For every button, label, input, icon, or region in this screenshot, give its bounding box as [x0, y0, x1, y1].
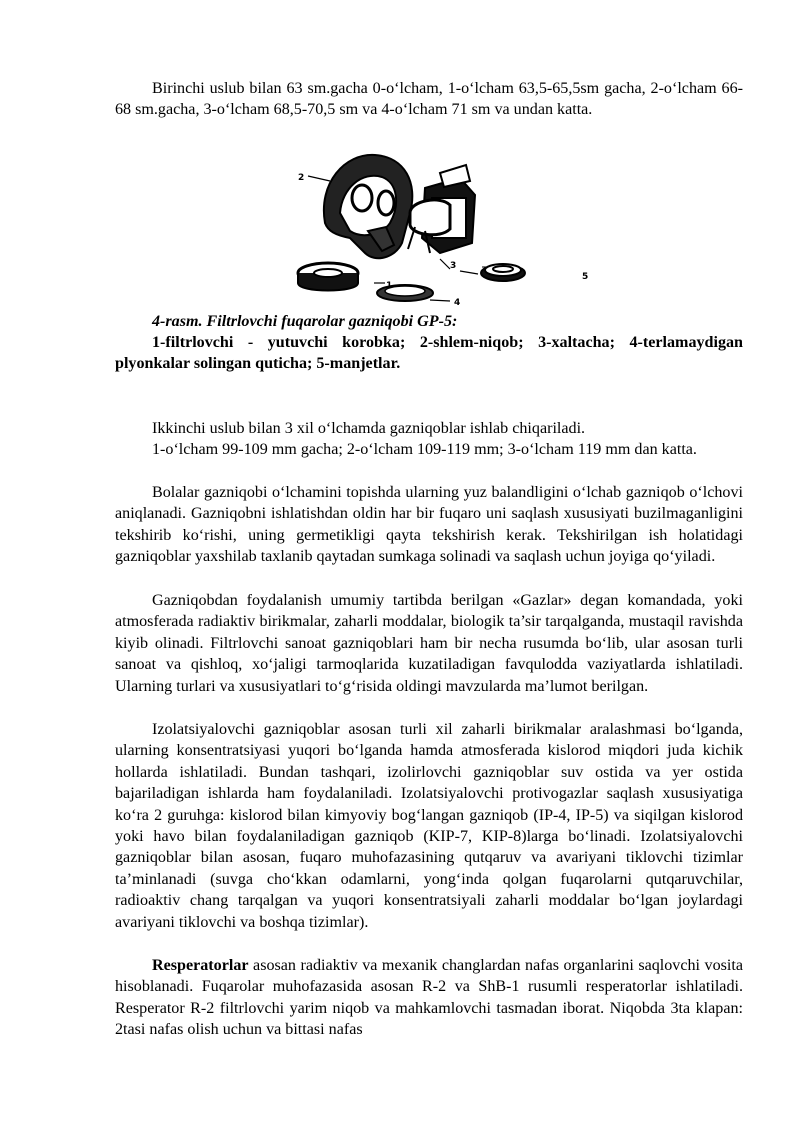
respirators-term: Resperatorlar — [152, 957, 249, 974]
figure-caption-title: 4-rasm. Filtrlovchi fuqarolar gazniqobi GP-5: — [152, 313, 458, 330]
figure-caption-items: 1-filtrlovchi - yutuvchi korobka; 2-shlem-niqob; 3-xaltacha; 4-terlamaydigan plyonkalar solingan quticha; 5-manjetlar. — [115, 334, 743, 373]
paragraph-size-method-1: Birinchi uslub bilan 63 sm.gacha 0-o‘lcham, 1-o‘lcham 63,5-65,5sm gacha, 2-o‘lcham 66-68 sm.gacha, 3-o‘lcham 68,5-70,5 sm va 4-o‘lcham 71 sm va undan katta. — [115, 80, 743, 119]
paragraph-size-ranges: 1-o‘lcham 99-109 mm gacha; 2-o‘lcham 109-119 mm; 3-o‘lcham 119 mm dan katta. — [152, 441, 697, 458]
cuffs-illustration — [475, 255, 545, 285]
figure-label-1: 1 — [386, 281, 393, 291]
gas-mask-figure — [290, 143, 589, 308]
figure-label-3: 3 — [450, 261, 457, 271]
figure-label-4: 4 — [454, 298, 461, 308]
figure-label-5: 5 — [582, 272, 589, 282]
paragraph-isolating-masks: Izolatsiyalovchi gazniqoblar asosan turli xil zaharli birikmalar aralashmasi bo‘lganda, ularning konsentratsiyasi yuqori bo‘lganda hamda atmosferada kislorod miqdori juda kichik hollarda ishlatiladi. Bundan tashqari, izolirlovchi gazniqoblar suv ostida va yer ostida bajariladigan ishlarda ham foydalaniladi. Izolatsiyalovchi protivogazlar saqlash xususiyatiga ko‘ra 2 guruhga: kislorod bilan kimyoviy bog‘langan gazniqob (IP-4, IP-5) va siqilgan kislorod yoki havo bilan foydalaniladigan gazniqob (KIP-7, KIP-8)larga bo‘linadi. Izolatsiyalovchi gazniqoblar bilan asosan, fuqaro muhofazasining qutqaruv va avariyani tiklovchi tizimlar ta’minlanadi (suvga cho‘kkan odamlarni, yong‘inda qolgan fuqarolarni qutqaruvchilar, radioaktiv chang tarqalgan va yuqori konsentratsiyali zaharli moddalar bo‘lgan joylardagi avariyani tiklovchi va boshqa tizimlar). — [115, 721, 743, 931]
respirators-text: asosan radiaktiv va mexanik changlardan nafas organlarini saqlovchi vosita hisoblanadi. Fuqarolar muhofazasida asosan R-2 va ShB-1 rusumli resperatorlar ishlatiladi. Resperator R-2 filtrlovchi yarim niqob va mahkamlovchi tasmadan iborat. Niqobda 3ta klapan: 2tasi nafas olish uchun va bittasi nafas — [115, 957, 743, 1039]
paragraph-respirators — [115, 955, 743, 1041]
paragraph-usage: Gazniqobdan foydalanish umumiy tartibda berilgan «Gazlar» degan komandada, yoki atmosferada radiaktiv birikmalar, zaharli moddalar, biologik ta’sir tarqalganda, mustaqil ravishda kiyib olinadi. Filtrlovchi sanoat gazniqoblari ham bir necha rusumda bo‘lib, ular asosan turli sanoat va qishloq, xo‘jaligi tarmoqlarida kuzatiladigan favqulodda vaziyatlarda ishlatiladi. Ularning turlari va xususiyatlari to‘g‘risida oldingi mavzularda ma’lumot berilgan. — [115, 592, 743, 695]
figure-label-2: 2 — [298, 173, 305, 183]
paragraph-children-masks: Bolalar gazniqobi o‘lchamini topishda ularning yuz balandligini o‘lchab gazniqob o‘lchovi aniqlanadi. Gazniqobni ishlatishdan oldin har bir fuqaro uni saqlash xususiyati buzilmaganligini tekshirib ko‘rishi, uning germetikligi qayta tekshirish kerak. Tekshirilgan ish holatidagi gazniqoblar yaxshilab taxlanib qaytadan sumkaga solinadi va saqlash uchun joyiga qo‘yiladi. — [115, 484, 743, 566]
paragraph-size-method-2: Ikkinchi uslub bilan 3 xil o‘lchamda gazniqoblar ishlab chiqariladi. — [152, 420, 586, 437]
